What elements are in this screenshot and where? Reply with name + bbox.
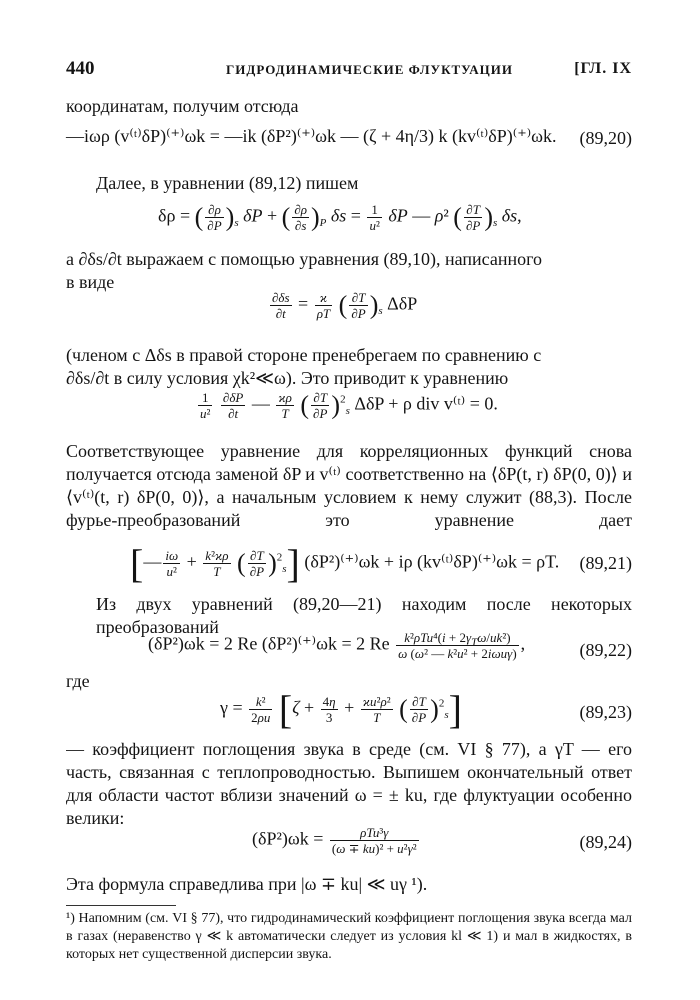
paragraph-3b: в виде — [66, 272, 115, 292]
eq-lhs: (δP²)ωk = — [252, 828, 324, 849]
equation-delta-rho: δρ = ( $\frac{\partial\rho}{\partial P}$ )$_s$ δP + ( $\frac{\partial\rho}{\partial s}$ )$_P$ δs = $\frac{1}{\text{u²}}$ δP — ρ² ( $\frac{\partial T}{\partial P}$ )$_s$ δs, — [158, 202, 522, 233]
equation-89-22: (δP²)ωk = 2 Re (δP²)⁽⁺⁾ωk = 2 Re $\frac{k^2\rho Tu^4(i + 2\gamma_T\omega/uk^2)}{\text{ω (ω² — k²u² + 2iωuγ)}}$ , — [148, 630, 526, 661]
equation-wave: $\frac{1}{\text{u²}}$ $\frac{\partial\delta P}{\partial t}$ — $\frac{ϰ\rho}{T}$ ( $\frac{\partial T}{\partial P}$ )$^2_s$ ΔδP + ρ div v⁽ᵗ⁾ = 0. — [200, 390, 498, 421]
paragraph-3a: а ∂δs/∂t выражаем с помощью уравнения (89,10), написанного — [66, 249, 543, 269]
paragraph-1: координатам, получим отсюда — [66, 96, 299, 116]
equation-89-24: (δP²)ωk = $\frac{\text{ρTu³γ}}{\text{(ω ∓ ku)² + u²γ²}}$ — [252, 825, 417, 856]
paragraph-6-text: Из двух уравнений (89,20—21) находим после некоторых преобразований — [96, 594, 632, 637]
equation-89-20 — [66, 126, 556, 147]
eq-rhs: ΔδP — [387, 293, 418, 314]
equation-number-89-20: (89,20) — [579, 128, 632, 148]
equation-body: —iωρ (v⁽ᵗ⁾δP)⁽⁺⁾ωk = —ik (δP²)⁽⁺⁾ωk — (ζ + 4η/3) k (kv⁽ᵗ⁾δP)⁽⁺⁾ωk. — [66, 126, 557, 146]
equation-ds-dt: $\frac{\partial\delta s}{\partial t}$ = $\frac{ϰ}{\rho T}$ ( $\frac{\partial T}{\partial P}$ )$_s$ ΔδP — [272, 290, 418, 321]
chapter-marker: [ГЛ. IX — [574, 60, 632, 77]
footnote: ¹) Напомним (см. VI § 77), что гидродинамический коэффициент поглощения звука всегда мал в газах (неравенство γ ≪ k автоматически следует из условия kl ≪ 1) и мал в жидкостях, в которых нет существенной дисперсии звука. — [66, 911, 632, 962]
eq-lhs: δρ = — [158, 205, 191, 226]
footnote-rule — [66, 905, 176, 906]
equation-number-89-22: (89,22) — [579, 640, 632, 660]
paragraph-4a: (членом с Δδs в правой стороне пренебрегаем по сравнению с — [66, 345, 542, 365]
equation-number-89-21: (89,21) — [579, 553, 632, 573]
eq-lhs: γ = — [220, 697, 243, 718]
eq-rhs: (δP²)⁽⁺⁾ωk + iρ (kv⁽ᵗ⁾δP)⁽⁺⁾ωk = ρT. — [304, 551, 560, 572]
paragraph-5: Соответствующее уравнение для корреляционных функций снова получается отсюда заменой δP и v⁽ᵗ⁾ соответственно на ⟨δP(t, r) δP(0, 0)⟩ и ⟨v⁽ᵗ⁾(t, r) δP(0, 0)⟩, а начальным условием к нему служит (88,3). После фурье-преобразований это уравнение дает — [66, 441, 632, 530]
page-number: 440 — [66, 58, 95, 79]
paragraph-4b: ∂δs/∂t в силу условия χk²≪ω). Это приводит к уравнению — [66, 368, 509, 388]
equation-number-89-24: (89,24) — [579, 832, 632, 852]
eq-lhs: (δP²)ωk = 2 Re (δP²)⁽⁺⁾ωk = 2 Re — [148, 633, 390, 654]
equation-number-89-23: (89,23) — [579, 702, 632, 722]
paragraph-2: Далее, в уравнении (89,12) пишем — [96, 173, 359, 193]
equation-89-23: γ = $\frac{\text{k²}}{2\rho u}$ [ζ + $\frac{4\eta}{3}$ + $\frac{\text{ϰu²ρ²}}{T}$ ( $\frac{\partial T}{\partial P}$ )$^2_s$] — [220, 687, 462, 732]
paragraph-8: — коэффициент поглощения звука в среде (см. VI § 77), а γT — его часть, связанная с теплопроводностью. Выпишем окончательный ответ для области частот вблизи значений ω = ± ku, где флуктуации особенно велики: — [66, 739, 632, 828]
running-header — [66, 58, 632, 82]
paragraph-9: Эта формула справедлива при |ω ∓ ku| ≪ uγ ¹). — [66, 874, 428, 894]
equation-89-21: [— $\frac{i\omega}{\text{u²}}$ + $\frac{\text{k²ϰρ}}{T}$ ( $\frac{\partial T}{\partial P}$ )$^2_s$] (δP²)⁽⁺⁾ωk + iρ (kv⁽ᵗ⁾δP)⁽⁺⁾ωk = ρT. — [130, 541, 560, 586]
eq-tail: ΔδP + ρ div v⁽ᵗ⁾ = 0. — [354, 393, 498, 414]
paragraph-7: где — [66, 671, 90, 691]
running-title: ГИДРОДИНАМИЧЕСКИЕ ФЛУКТУАЦИИ — [226, 62, 513, 77]
